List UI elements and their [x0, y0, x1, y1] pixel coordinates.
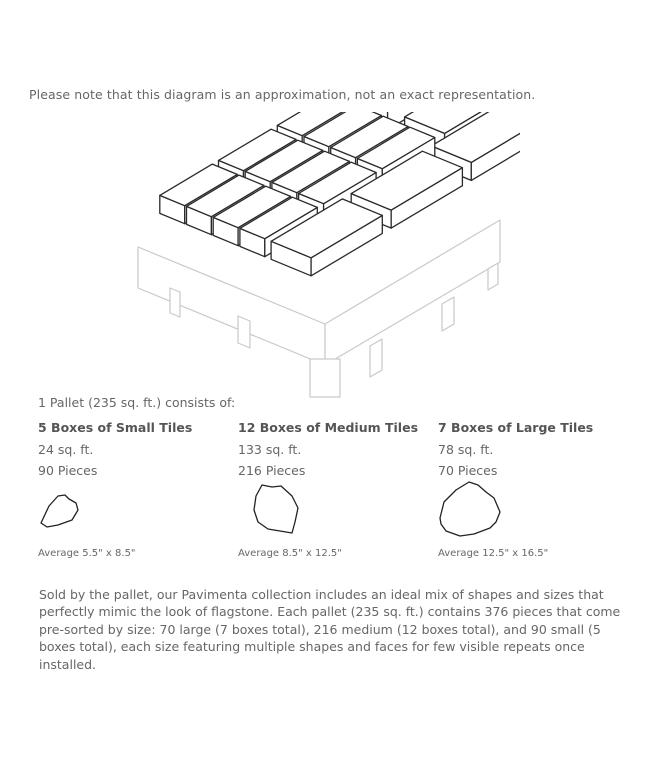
small-stone-icon [36, 490, 86, 532]
medium-tiles-pieces: 216 Pieces [238, 463, 306, 478]
small-tiles-pieces: 90 Pieces [38, 463, 98, 478]
small-tiles-average: Average 5.5" x 8.5" [38, 548, 136, 559]
pallet-leg-right [442, 297, 454, 331]
small-tiles-group [38, 420, 192, 484]
product-description: Sold by the pallet, our Pavimenta collection includes an ideal mix of shapes and sizes that perfectly mimic the look of flagstone. Each pallet (235 sq. ft.) contains 376 pieces that come pre-sorted by size: 70 large (7 boxes total), 216 medium (12 boxes total), and 90 small (5 boxes total), each size featuring multiple shapes and faces for few visible repeats once installed. [39, 587, 621, 672]
medium-tiles-group [238, 420, 418, 484]
pallet-diagram [120, 112, 520, 404]
pallet-leg-front [310, 359, 340, 397]
large-tiles-average: Average 12.5" x 16.5" [438, 548, 549, 559]
pallet-leg-mid-right [370, 339, 382, 377]
large-tiles-title: 7 Boxes of Large Tiles [438, 420, 594, 435]
medium-stone-icon [248, 480, 304, 538]
medium-tiles-title: 12 Boxes of Medium Tiles [238, 420, 419, 435]
pallet-summary: 1 Pallet (235 sq. ft.) consists of: [38, 395, 236, 410]
large-stone-icon [434, 476, 506, 540]
large-tiles-group [438, 420, 593, 484]
medium-tiles-average: Average 8.5" x 12.5" [238, 548, 342, 559]
disclaimer-note: Please note that this diagram is an approximation, not an exact representation. [29, 87, 536, 102]
pallet-leg-left [170, 288, 180, 317]
small-tiles-area: 24 sq. ft. [38, 442, 94, 457]
medium-tiles-area: 133 sq. ft. [238, 442, 302, 457]
small-tiles-title: 5 Boxes of Small Tiles [38, 420, 193, 435]
large-tiles-area: 78 sq. ft. [438, 442, 494, 457]
large-tiles-pieces: 70 Pieces [438, 463, 498, 478]
pallet-leg-mid-left [238, 316, 250, 348]
